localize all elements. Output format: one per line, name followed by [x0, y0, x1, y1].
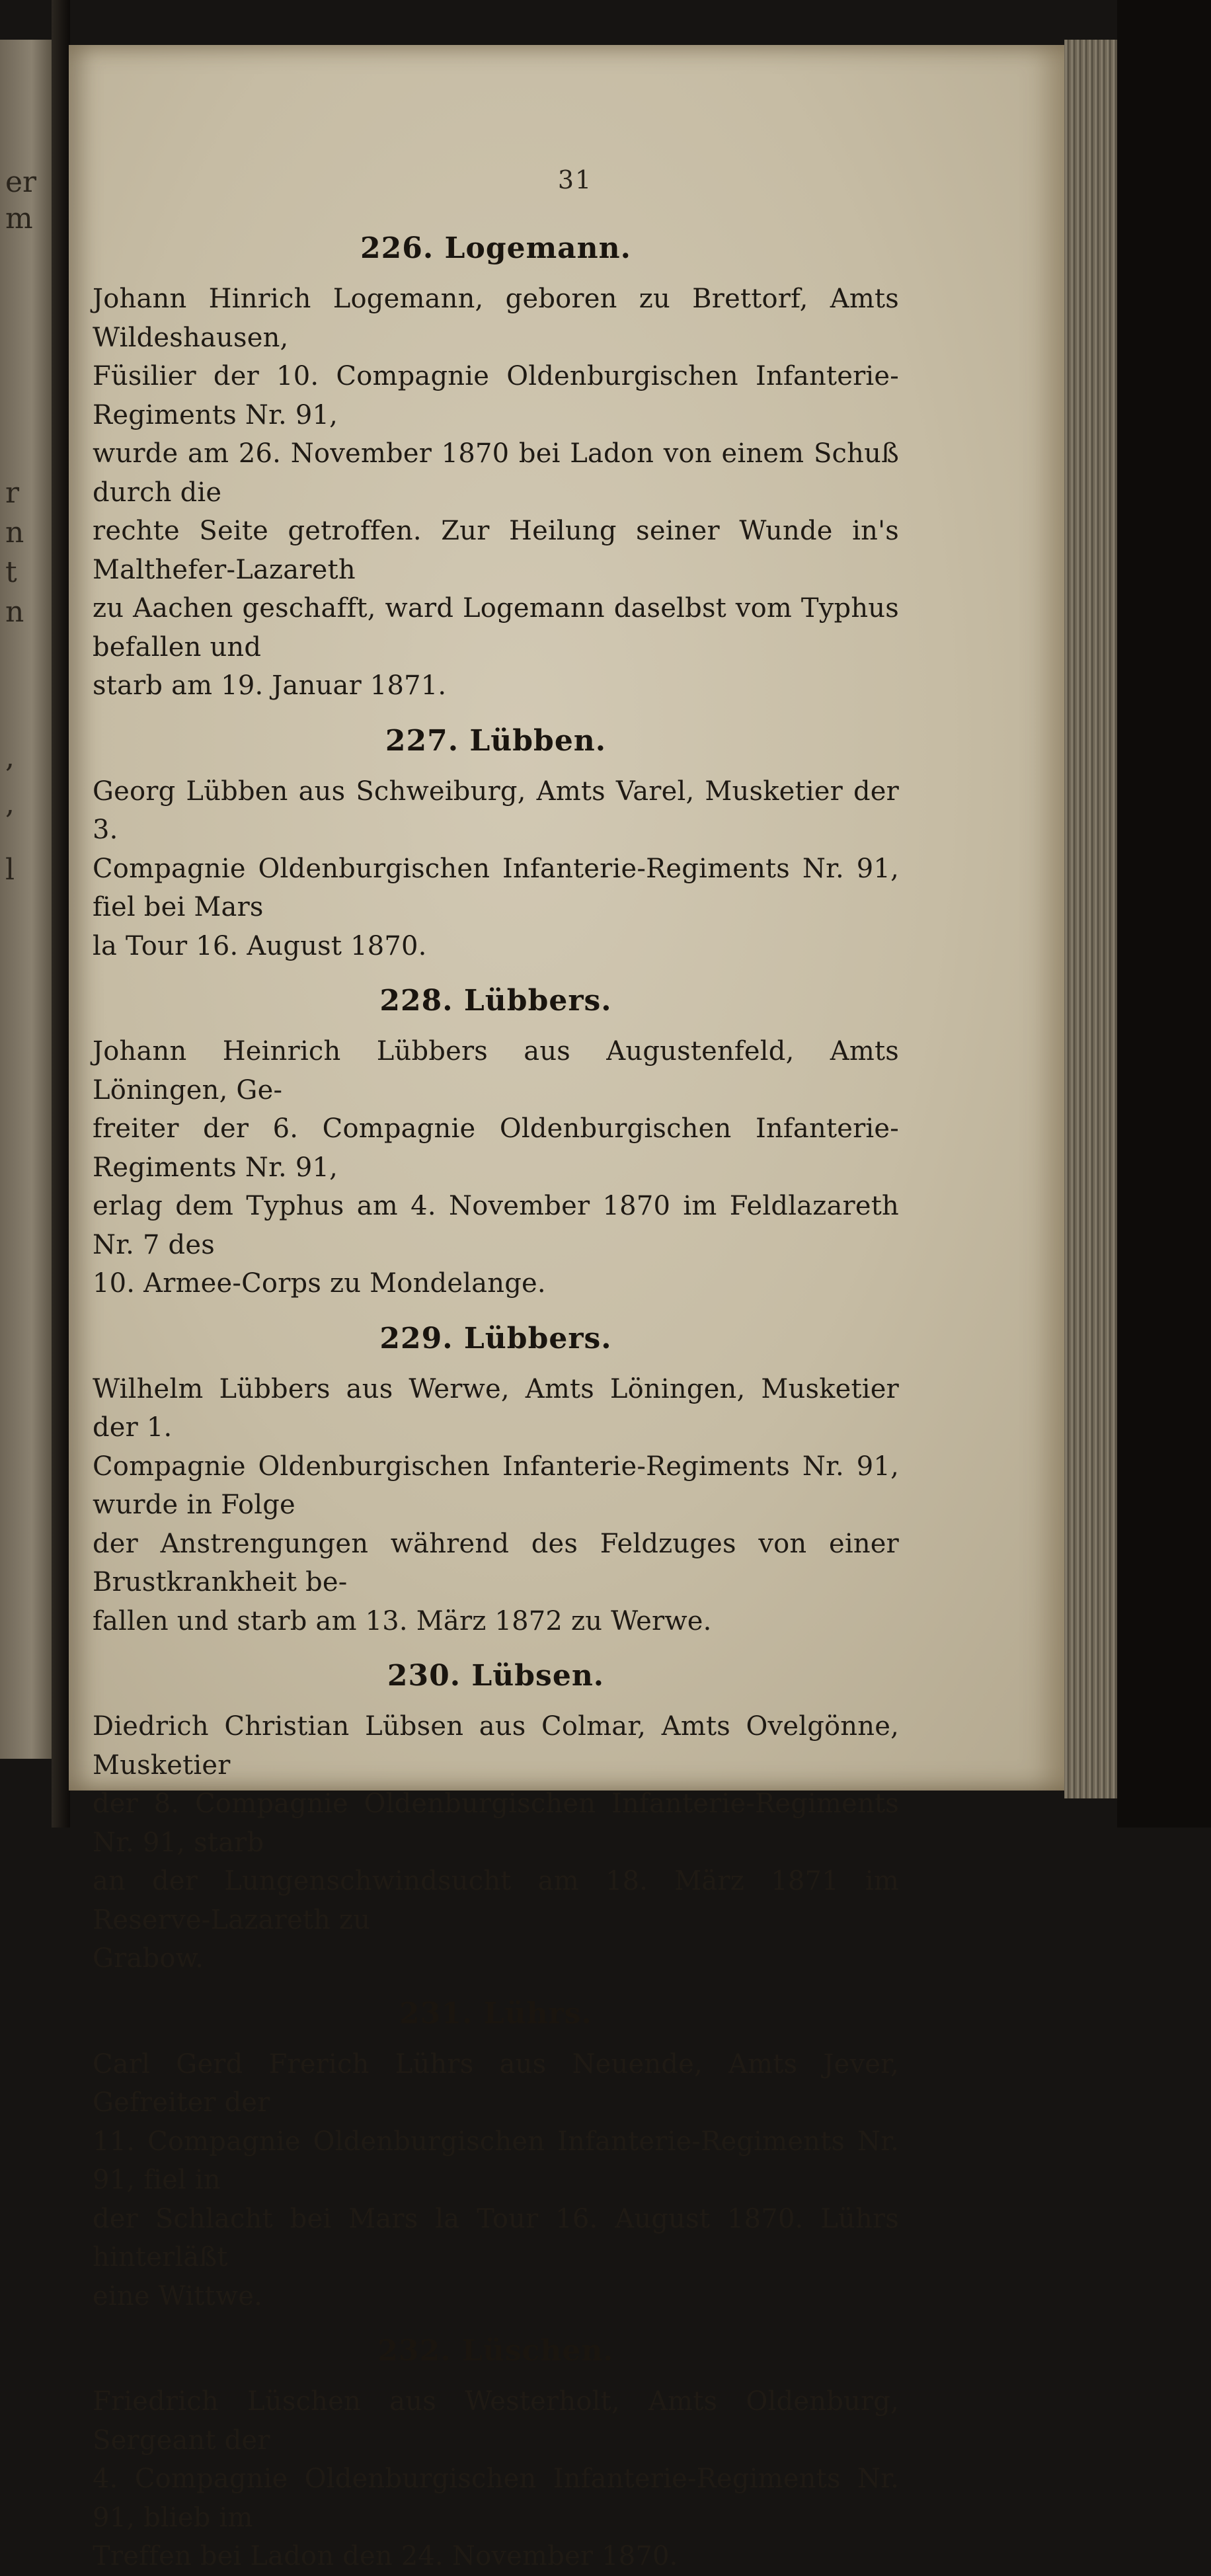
- text-line: 10. Armee-Corps zu Mondelange.: [93, 1268, 546, 1299]
- entry: [93, 231, 899, 705]
- entry-text: [93, 1707, 899, 1978]
- left-page-fragments: [0, 40, 53, 1759]
- text-line: wurde am 26. November 1870 bei Ladon von einem Schuß durch die: [93, 438, 899, 508]
- text-line: rechte Seite getroffen. Zur Heilung seiner Wunde in's Malthefer-Lazareth: [93, 516, 899, 585]
- text-line: erlag dem Typhus am 4. November 1870 im Feldlazareth Nr. 7 des: [93, 1191, 899, 1260]
- text-line: an der Lungenschwindsucht am 18. März 1871 im Reserve-Lazareth zu: [93, 1866, 899, 1935]
- background: [1117, 0, 1211, 1828]
- entry: [93, 2334, 899, 2576]
- entry-text: [93, 1032, 899, 1303]
- book-gutter: [52, 0, 70, 1828]
- entry-heading: 229. Lübbers.: [379, 1321, 612, 1355]
- entry-heading: 227. Lübben.: [385, 723, 607, 758]
- text-line: eine Wittwe.: [93, 2280, 262, 2312]
- text-line: Wilhelm Lübbers aus Werwe, Amts Löningen, Musketier der 1.: [93, 1373, 899, 1443]
- entry: [93, 1659, 899, 1978]
- text-line: 4. Compagnie Oldenburgischen Infanterie-Regiments Nr. 91, blieb im: [93, 2464, 899, 2533]
- left-fragment: ,: [5, 741, 15, 774]
- text-line: freiter der 6. Compagnie Oldenburgischen Infanterie-Regiments Nr. 91,: [93, 1113, 899, 1183]
- entry-heading: 228. Lübbers.: [379, 984, 612, 1018]
- text-line: fallen und starb am 13. März 1872 zu Werwe.: [93, 1605, 712, 1636]
- page-edges: [1064, 40, 1117, 1798]
- entry-text: [93, 2045, 899, 2316]
- left-fragment: m: [5, 202, 33, 235]
- page-number: 31: [557, 165, 593, 194]
- entry-heading: 231. Lührs.: [399, 1996, 592, 2031]
- text-line: der 8. Compagnie Oldenburgischen Infanterie-Regiments Nr. 91, starb: [93, 1789, 899, 1858]
- left-page-edge: [0, 40, 53, 1759]
- text-line: 11. Compagnie Oldenburgischen Infanterie-Regiments Nr. 91, fiel in: [93, 2126, 899, 2195]
- text-line: Compagnie Oldenburgischen Infanterie-Regiments Nr. 91, fiel bei Mars: [93, 853, 899, 922]
- left-fragment: t: [5, 555, 17, 589]
- entry: [93, 724, 899, 966]
- text-line: Diedrich Christian Lübsen aus Colmar, Amts Ovelgönne, Musketier: [93, 1711, 899, 1781]
- text-line: der Schlacht bei Mars la Tour 16. August 1870. Lührs hinterläßt: [93, 2203, 899, 2273]
- entry-text: [93, 1370, 899, 1641]
- text-line: Grabow.: [93, 1943, 204, 1974]
- text-line: Füsilier der 10. Compagnie Oldenburgischen Infanterie-Regiments Nr. 91,: [93, 361, 899, 430]
- text-line: starb am 19. Januar 1871.: [93, 670, 447, 701]
- left-fragment: ,: [5, 787, 15, 821]
- text-line: Treffen bei Ladon den 24. November 1870.: [93, 2541, 678, 2571]
- left-fragment: l: [5, 853, 15, 887]
- page-content: [93, 165, 899, 2576]
- left-fragment: n: [5, 516, 24, 549]
- text-line: Georg Lübben aus Schweiburg, Amts Varel, Musketier der 3.: [93, 776, 899, 845]
- entry: [93, 1322, 899, 1641]
- text-line: la Tour 16. August 1870.: [93, 930, 427, 961]
- text-line: der Anstrengungen während des Feldzuges von einer Brustkrankheit be-: [93, 1528, 899, 1597]
- text-line: Carl Gerd Frerich Lührs aus Neuende, Amts Jever, Gefreiter der: [93, 2048, 899, 2118]
- left-fragment: r: [5, 476, 20, 510]
- entry-heading: 232. Lüschen.: [377, 2334, 614, 2368]
- entry-text: [93, 280, 899, 705]
- text-line: Johann Heinrich Lübbers aus Augustenfeld, Amts Löningen, Ge-: [93, 1036, 899, 1106]
- left-fragment: n: [5, 595, 24, 629]
- entry-heading: 230. Lübsen.: [387, 1659, 605, 1693]
- text-line: Friedrich Lüschen aus Westerholt, Amts Oldenburg, Sergeant der: [93, 2386, 899, 2456]
- entry: [93, 1997, 899, 2316]
- entry-heading: 226. Logemann.: [360, 231, 631, 265]
- entry-text: [93, 2382, 899, 2576]
- text-line: Johann Hinrich Logemann, geboren zu Brettorf, Amts Wildeshausen,: [93, 284, 899, 353]
- entry-text: [93, 772, 899, 966]
- entry: [93, 984, 899, 1303]
- text-line: Compagnie Oldenburgischen Infanterie-Regiments Nr. 91, wurde in Folge: [93, 1451, 899, 1520]
- left-fragment: er: [5, 165, 37, 199]
- text-line: zu Aachen geschafft, ward Logemann daselbst vom Typhus befallen und: [93, 593, 899, 663]
